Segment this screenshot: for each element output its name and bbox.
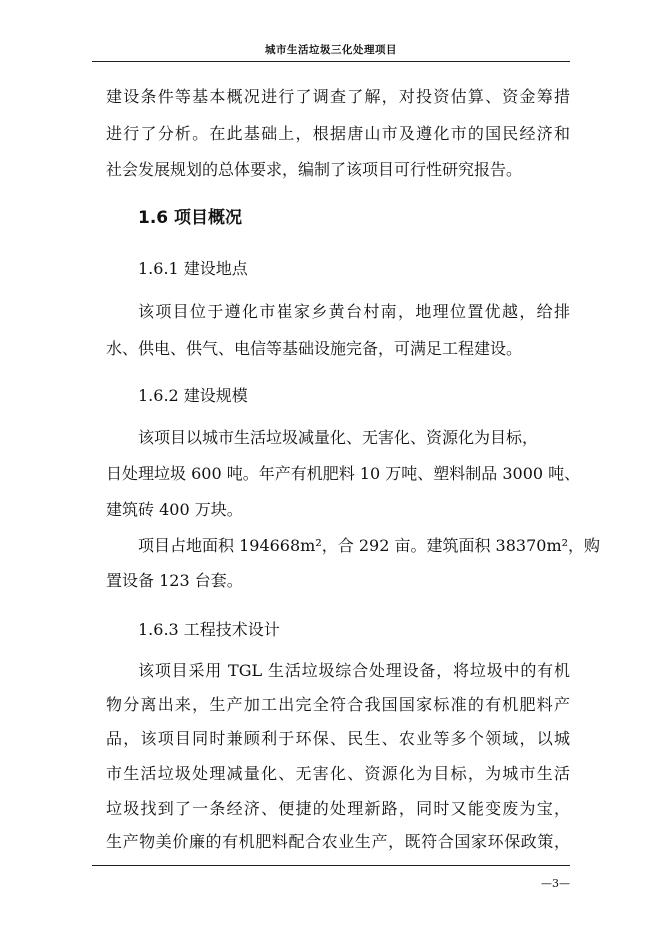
sub2-line-5: 置设备 123 台套。 bbox=[106, 571, 243, 590]
footer-rule bbox=[92, 865, 570, 866]
sub1-line-1: 该项目位于遵化市崔家乡黄台村南，地理位置优越，给排 bbox=[138, 302, 570, 321]
sub2-line-2: 日处理垃圾 600 吨。年产有机肥料 10 万吨、塑料制品 3000 吨、 bbox=[106, 464, 581, 483]
sub2-line-4: 项目占地面积 194668m²，合 292 亩。建筑面积 38370m²，购 bbox=[138, 536, 601, 555]
subheading-1-6-1: 1.6.1 建设地点 bbox=[138, 259, 248, 278]
sub3-line-2: 物分离出来，生产加工出完全符合我国国家标准的有机肥料产 bbox=[106, 695, 570, 714]
intro-line-1: 建设条件等基本概况进行了调查了解，对投资估算、资金筹措 bbox=[106, 87, 570, 106]
sub3-line-1: 该项目采用 TGL 生活垃圾综合处理设备，将垃圾中的有机 bbox=[138, 661, 570, 680]
sub1-line-2: 水、供电、供气、电信等基础设施完备，可满足工程建设。 bbox=[106, 339, 523, 358]
sub3-line-5: 垃圾找到了一条经济、便捷的处理新路，同时又能变废为宝， bbox=[106, 799, 570, 818]
header-title: 城市生活垃圾三化处理项目 bbox=[265, 44, 397, 56]
sub3-line-6: 生产物美价廉的有机肥料配合农业生产，既符合国家环保政策， bbox=[106, 832, 570, 851]
subheading-1-6-3: 1.6.3 工程技术设计 bbox=[138, 620, 280, 639]
sub2-line-1: 该项目以城市生活垃圾减量化、无害化、资源化为目标， bbox=[138, 428, 539, 447]
section-heading: 1.6 项目概况 bbox=[138, 208, 243, 228]
intro-line-2: 进行了分析。在此基础上，根据唐山市及遵化市的国民经济和 bbox=[106, 124, 570, 143]
page-number: —3— bbox=[541, 877, 570, 890]
subheading-1-6-2: 1.6.2 建设规模 bbox=[138, 386, 248, 405]
sub3-line-3: 品，该项目同时兼顾利于环保、民生、农业等多个领域，以城 bbox=[106, 729, 570, 748]
header-rule bbox=[92, 61, 570, 62]
sub2-line-3: 建筑砖 400 万块。 bbox=[106, 500, 243, 519]
sub3-line-4: 市生活垃圾处理减量化、无害化、资源化为目标，为城市生活 bbox=[106, 764, 570, 783]
intro-line-3: 社会发展规划的总体要求，编制了该项目可行性研究报告。 bbox=[106, 160, 523, 179]
